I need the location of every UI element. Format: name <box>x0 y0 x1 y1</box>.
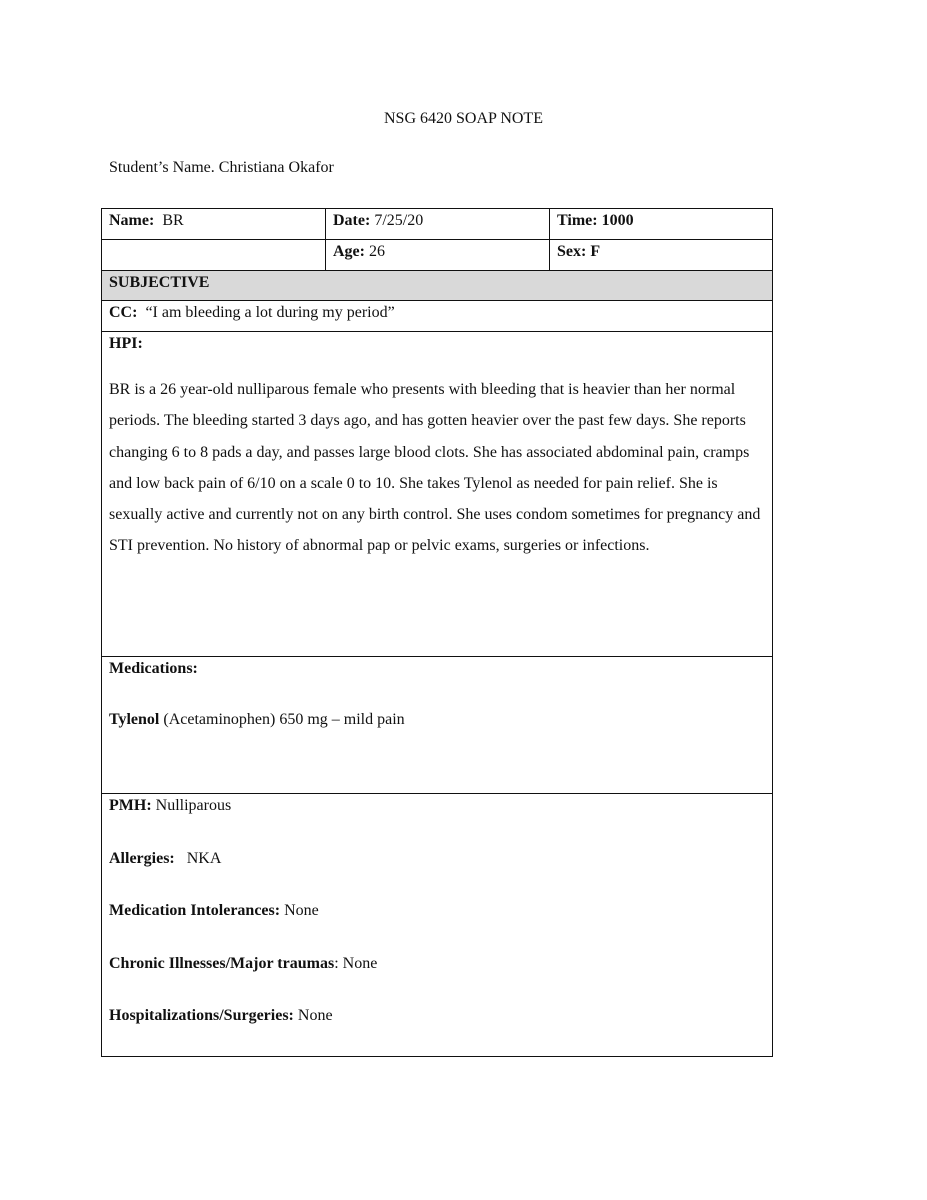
empty-cell <box>102 240 326 271</box>
chronic-label: Chronic Illnesses/Major traumas <box>109 954 335 972</box>
subjective-row <box>102 271 773 301</box>
age-value: 26 <box>368 243 385 260</box>
medications-label: Medications: <box>109 660 198 677</box>
pmh-label: PMH: <box>109 797 152 814</box>
name-label: Name: <box>109 212 155 229</box>
date-label: Date: <box>333 212 371 229</box>
name-value: BR <box>162 212 184 229</box>
hpi-text: BR is a 26 year-old nulliparous female who presents with bleeding that is heavier than her normal periods. The bleeding started 3 days ago, and has gotten heavier over the past few days. She reports changing 6 to 8 pads a day, and passes large blood clots. She has associated abdominal pain, cramps and low back pain of 6/10 on a scale 0 to 10. She takes Tylenol as needed for pain relief. She is sexually active and currently not on any birth control. She uses condom sometimes for pregnancy and STI prevention. No history of abnormal pap or pelvic exams, surgeries or infections. <box>109 381 761 555</box>
chief-complaint-cell <box>102 301 773 332</box>
chronic-illnesses-line <box>109 954 765 974</box>
intolerances-value: None <box>284 902 319 919</box>
patient-header-row <box>102 209 773 240</box>
student-name-label: Student’s Name. <box>109 159 215 176</box>
medication-item <box>109 710 765 730</box>
patient-age-row <box>102 240 773 271</box>
date-value: 7/25/20 <box>374 212 424 229</box>
hpi-row <box>102 332 773 657</box>
age-label: Age: <box>333 243 365 260</box>
pmh-line <box>109 796 765 816</box>
chronic-value: : None <box>334 954 378 972</box>
intolerances-line <box>109 901 765 921</box>
age-cell <box>326 240 550 271</box>
cc-label: CC: <box>109 304 138 321</box>
time-cell <box>550 209 773 240</box>
pmh-value: Nulliparous <box>155 797 232 814</box>
sex-label: Sex: <box>557 243 587 260</box>
hospitalizations-line <box>109 1006 765 1026</box>
soap-note-table <box>101 208 773 1057</box>
time-label: Time: <box>557 212 598 229</box>
medications-cell <box>102 657 773 794</box>
date-cell <box>326 209 550 240</box>
intolerances-label: Medication Intolerances: <box>109 902 281 919</box>
sex-value: F <box>590 243 601 260</box>
cc-value: “I am bleeding a lot during my period” <box>145 304 395 321</box>
hpi-label: HPI: <box>109 335 143 352</box>
pmh-cell <box>102 794 773 1057</box>
document-title: NSG 6420 SOAP NOTE <box>384 110 543 127</box>
student-name-value: Christiana Okafor <box>218 159 334 176</box>
medications-row <box>102 657 773 794</box>
student-name-line <box>109 159 334 177</box>
hospitalizations-label: Hospitalizations/Surgeries: <box>109 1007 294 1024</box>
hpi-cell <box>102 332 773 657</box>
time-value: 1000 <box>601 212 634 229</box>
name-cell <box>102 209 326 240</box>
medication-name: Tylenol <box>109 711 160 728</box>
medication-detail: (Acetaminophen) 650 mg – mild pain <box>163 711 405 728</box>
subjective-heading: SUBJECTIVE <box>102 271 773 301</box>
sex-cell <box>550 240 773 271</box>
pmh-row <box>102 794 773 1057</box>
allergies-line <box>109 849 765 869</box>
hospitalizations-value: None <box>297 1007 333 1024</box>
allergies-value: NKA <box>186 849 222 867</box>
chief-complaint-row <box>102 301 773 332</box>
allergies-label: Allergies: <box>109 849 175 867</box>
